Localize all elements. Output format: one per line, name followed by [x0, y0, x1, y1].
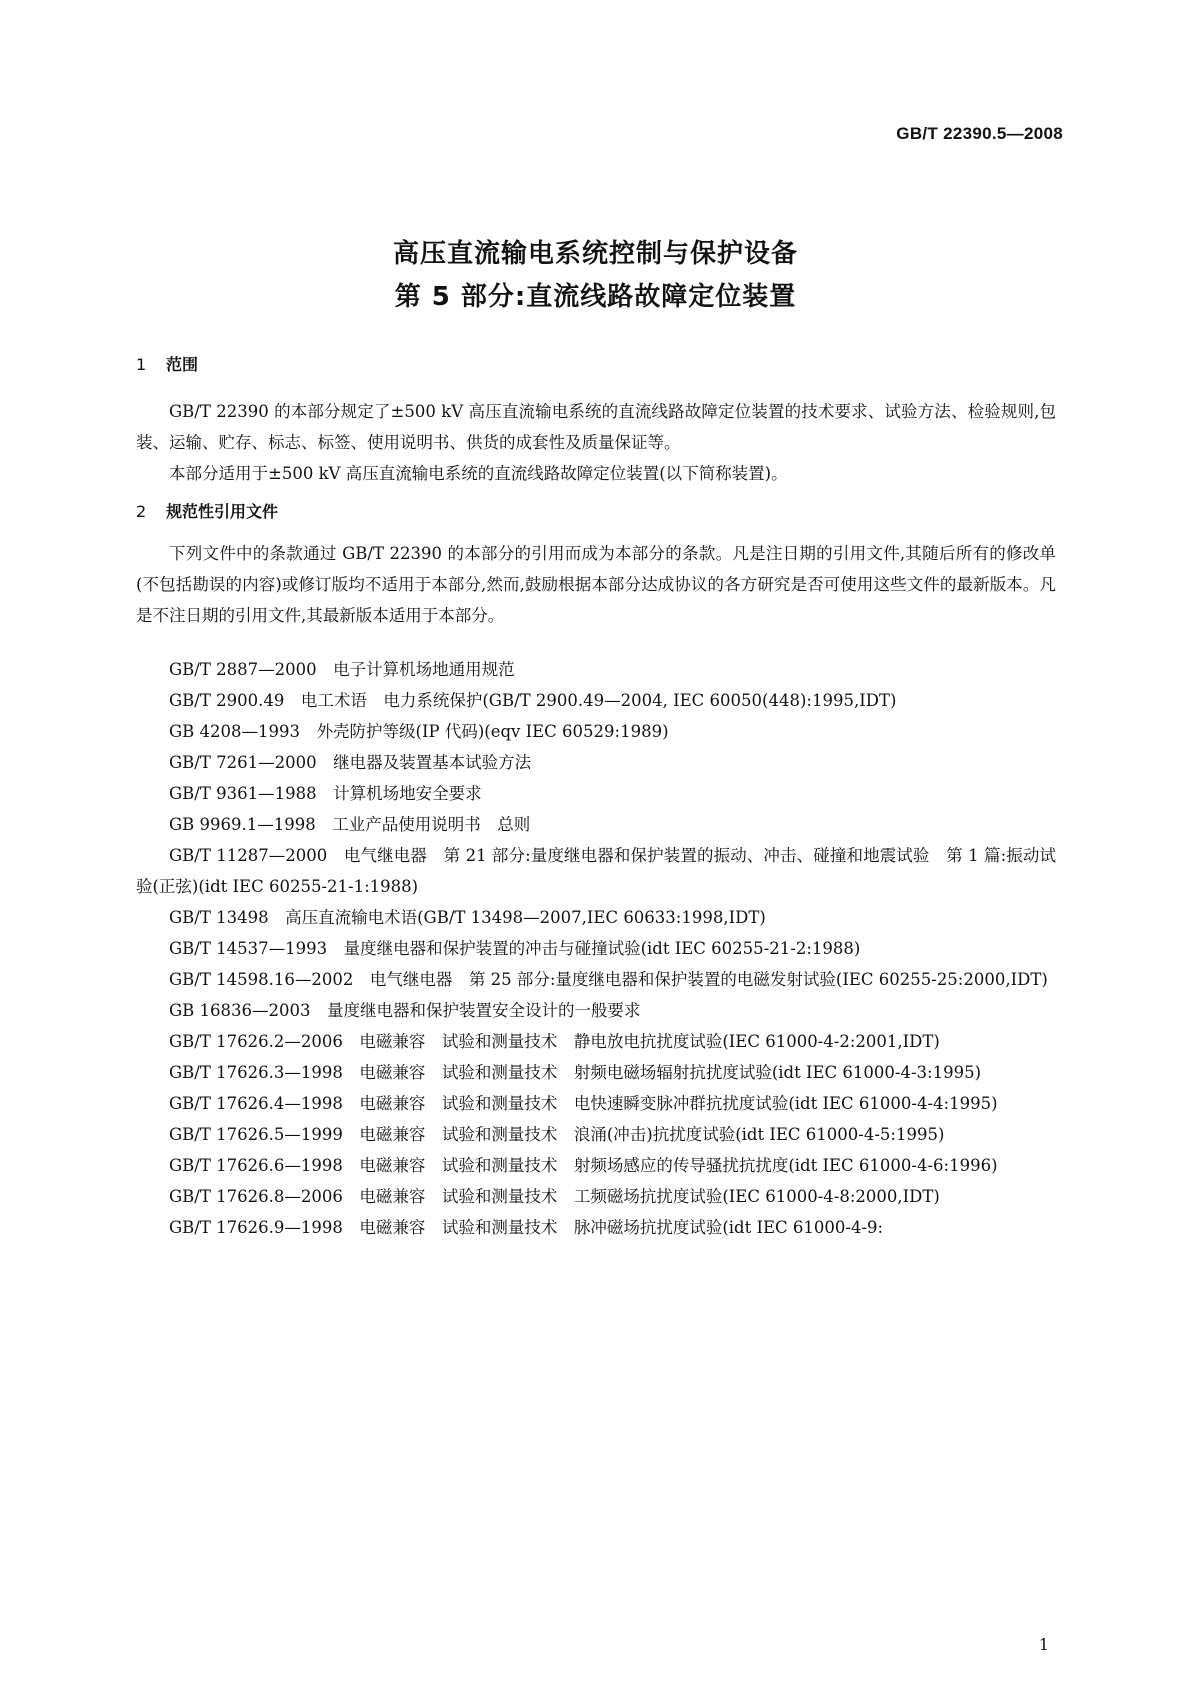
section-2-intro: [136, 538, 1056, 631]
reference-item: GB/T 17626.6—1998 电磁兼容 试验和测量技术 射频场感应的传导骚扰抗扰度(idt IEC 61000-4-6:1996): [169, 1156, 998, 1175]
section-1-heading: [136, 352, 198, 375]
section-1-body: [136, 396, 1056, 489]
page-number: 1: [1038, 1635, 1049, 1654]
reference-item: GB/T 2887—2000 电子计算机场地通用规范: [169, 660, 515, 679]
reference-item: GB/T 9361—1988 计算机场地安全要求: [169, 784, 482, 803]
reference-item: GB/T 17626.3—1998 电磁兼容 试验和测量技术 射频电磁场辐射抗扰度试验(idt IEC 61000-4-3:1995): [169, 1063, 982, 1082]
section-title: 规范性引用文件: [166, 502, 279, 521]
document-title-line-1: 高压直流输电系统控制与保护设备: [392, 239, 798, 269]
reference-item: GB 16836—2003 量度继电器和保护装置安全设计的一般要求: [169, 1001, 641, 1020]
section-title: 范围: [166, 355, 199, 374]
document-title-line-2: 第 5 部分:直流线路故障定位装置: [394, 282, 797, 312]
reference-list: [136, 654, 1056, 1243]
paragraph: 下列文件中的条款通过 GB/T 22390 的本部分的引用而成为本部分的条款。凡是注日期的引用文件,其随后所有的修改单(不包括勘误的内容)或修订版均不适用于本部分,然而,鼓励根据本部分达成协议的各方研究是否可使用这些文件的最新版本。凡是不注日期的引用文件,其最新版本适用于本部分。: [136, 544, 1056, 625]
section-number: 2: [136, 502, 147, 521]
reference-item: GB/T 2900.49 电工术语 电力系统保护(GB/T 2900.49—2004, IEC 60050(448):1995,IDT): [169, 691, 897, 710]
reference-item: GB 4208—1993 外壳防护等级(IP 代码)(eqv IEC 60529:1989): [169, 722, 669, 741]
reference-item: GB 9969.1—1998 工业产品使用说明书 总则: [169, 815, 531, 834]
section-number: 1: [136, 355, 147, 374]
reference-item: GB/T 17626.8—2006 电磁兼容 试验和测量技术 工频磁场抗扰度试验(IEC 61000-4-8:2000,IDT): [169, 1187, 940, 1206]
reference-item: GB/T 13498 高压直流输电术语(GB/T 13498—2007,IEC 60633:1998,IDT): [169, 908, 766, 927]
reference-item: GB/T 17626.4—1998 电磁兼容 试验和测量技术 电快速瞬变脉冲群抗扰度试验(idt IEC 61000-4-4:1995): [169, 1094, 998, 1113]
reference-item: GB/T 14598.16—2002 电气继电器 第 25 部分:量度继电器和保护装置的电磁发射试验(IEC 60255-25:2000,IDT): [169, 970, 1048, 989]
paragraph: GB/T 22390 的本部分规定了±500 kV 高压直流输电系统的直流线路故障定位装置的技术要求、试验方法、检验规则,包装、运输、贮存、标志、标签、使用说明书、供货的成套性及质量保证等。: [136, 402, 1056, 452]
reference-item: GB/T 11287—2000 电气继电器 第 21 部分:量度继电器和保护装置的振动、冲击、碰撞和地震试验 第 1 篇:振动试验(正弦)(idt IEC 60255-21-1:1988): [136, 846, 1056, 896]
reference-item: GB/T 17626.9—1998 电磁兼容 试验和测量技术 脉冲磁场抗扰度试验(idt IEC 61000-4-9:: [169, 1218, 884, 1237]
section-2-heading: [136, 499, 278, 522]
paragraph: 本部分适用于±500 kV 高压直流输电系统的直流线路故障定位装置(以下简称装置)。: [169, 464, 788, 483]
reference-item: GB/T 14537—1993 量度继电器和保护装置的冲击与碰撞试验(idt IEC 60255-21-2:1988): [169, 939, 861, 958]
reference-item: GB/T 17626.2—2006 电磁兼容 试验和测量技术 静电放电抗扰度试验(IEC 61000-4-2:2001,IDT): [169, 1032, 940, 1051]
reference-item: GB/T 17626.5—1999 电磁兼容 试验和测量技术 浪涌(冲击)抗扰度试验(idt IEC 61000-4-5:1995): [169, 1125, 945, 1144]
reference-item: GB/T 7261—2000 继电器及装置基本试验方法: [169, 753, 532, 772]
standard-number: GB/T 22390.5—2008: [896, 124, 1063, 143]
